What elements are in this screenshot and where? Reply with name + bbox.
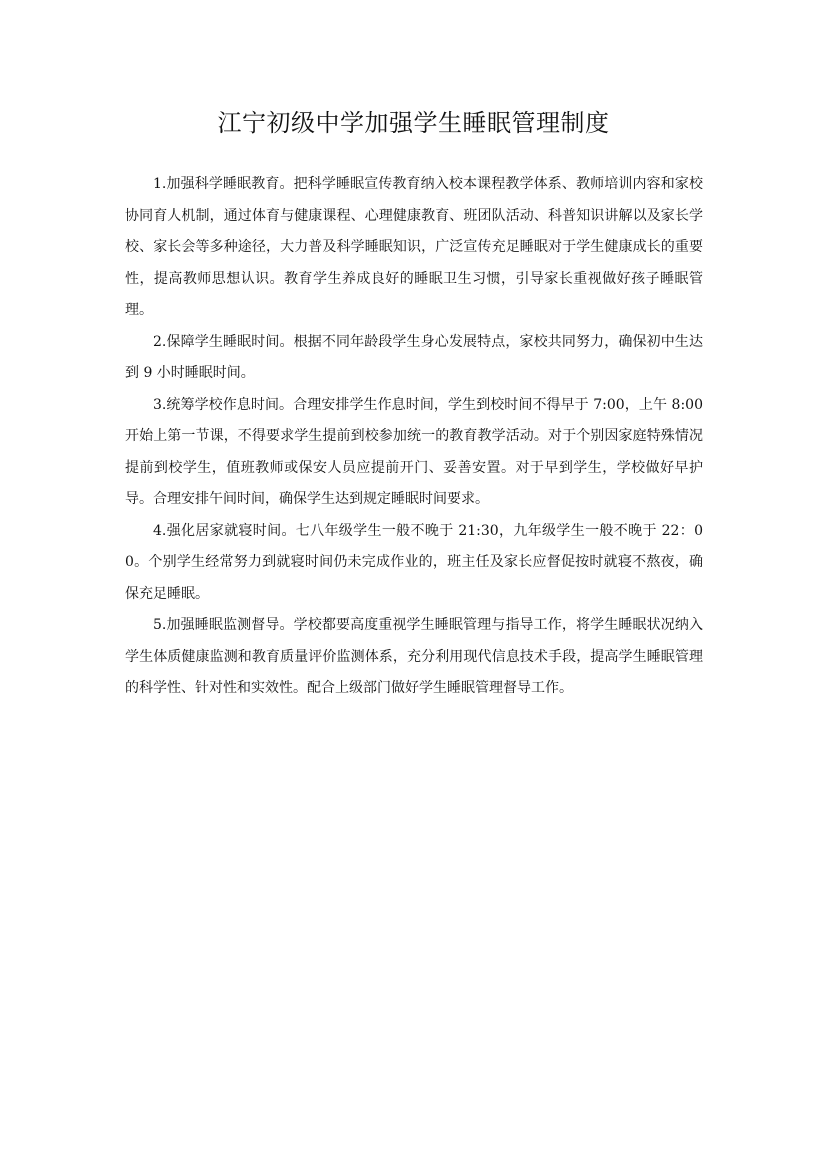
- paragraph-school-schedule: 3.统筹学校作息时间。合理安排学生作息时间，学生到校时间不得早于 7:00，上午 8:00 开始上第一节课，不得要求学生提前到校参加统一的教育教学活动。对于个别因家庭特殊情况提前到校学生，值班教师或保安人员应提前开门、妥善安置。对于早到学生，学校做好早护导。合理安排午间时间，确保学生达到规定睡眠时间要求。: [125, 396, 703, 507]
- paragraph-sleep-monitoring: 5.加强睡眠监测督导。学校都要高度重视学生睡眠管理与指导工作，将学生睡眠状况纳入学生体质健康监测和教育质量评价监测体系，充分利用现代信息技术手段，提高学生睡眠管理的科学性、针对性和实效性。配合上级部门做好学生睡眠管理督导工作。: [125, 617, 703, 696]
- document-body: [125, 169, 703, 705]
- paragraph-home-bedtime: 4.强化居家就寝时间。七八年级学生一般不晚于 21:30，九年级学生一般不晚于 22：00。个别学生经常努力到就寝时间仍未完成作业的，班主任及家长应督促按时就寝不熬夜，确保充足睡眠。: [125, 522, 703, 602]
- paragraph-sleep-time: 2.保障学生睡眠时间。根据不同年龄段学生身心发展特点，家校共同努力，确保初中生达到 9 小时睡眠时间。: [125, 333, 703, 381]
- paragraph-sleep-education: 1.加强科学睡眠教育。把科学睡眠宣传教育纳入校本课程教学体系、教师培训内容和家校协同育人机制，通过体育与健康课程、心理健康教育、班团队活动、科普知识讲解以及家长学校、家长会等多种途径，大力普及科学睡眠知识，广泛宣传充足睡眠对于学生健康成长的重要性，提高教师思想认识。教育学生养成良好的睡眠卫生习惯，引导家长重视做好孩子睡眠管理。: [125, 176, 703, 318]
- document-title: 江宁初级中学加强学生睡眠管理制度: [217, 109, 610, 137]
